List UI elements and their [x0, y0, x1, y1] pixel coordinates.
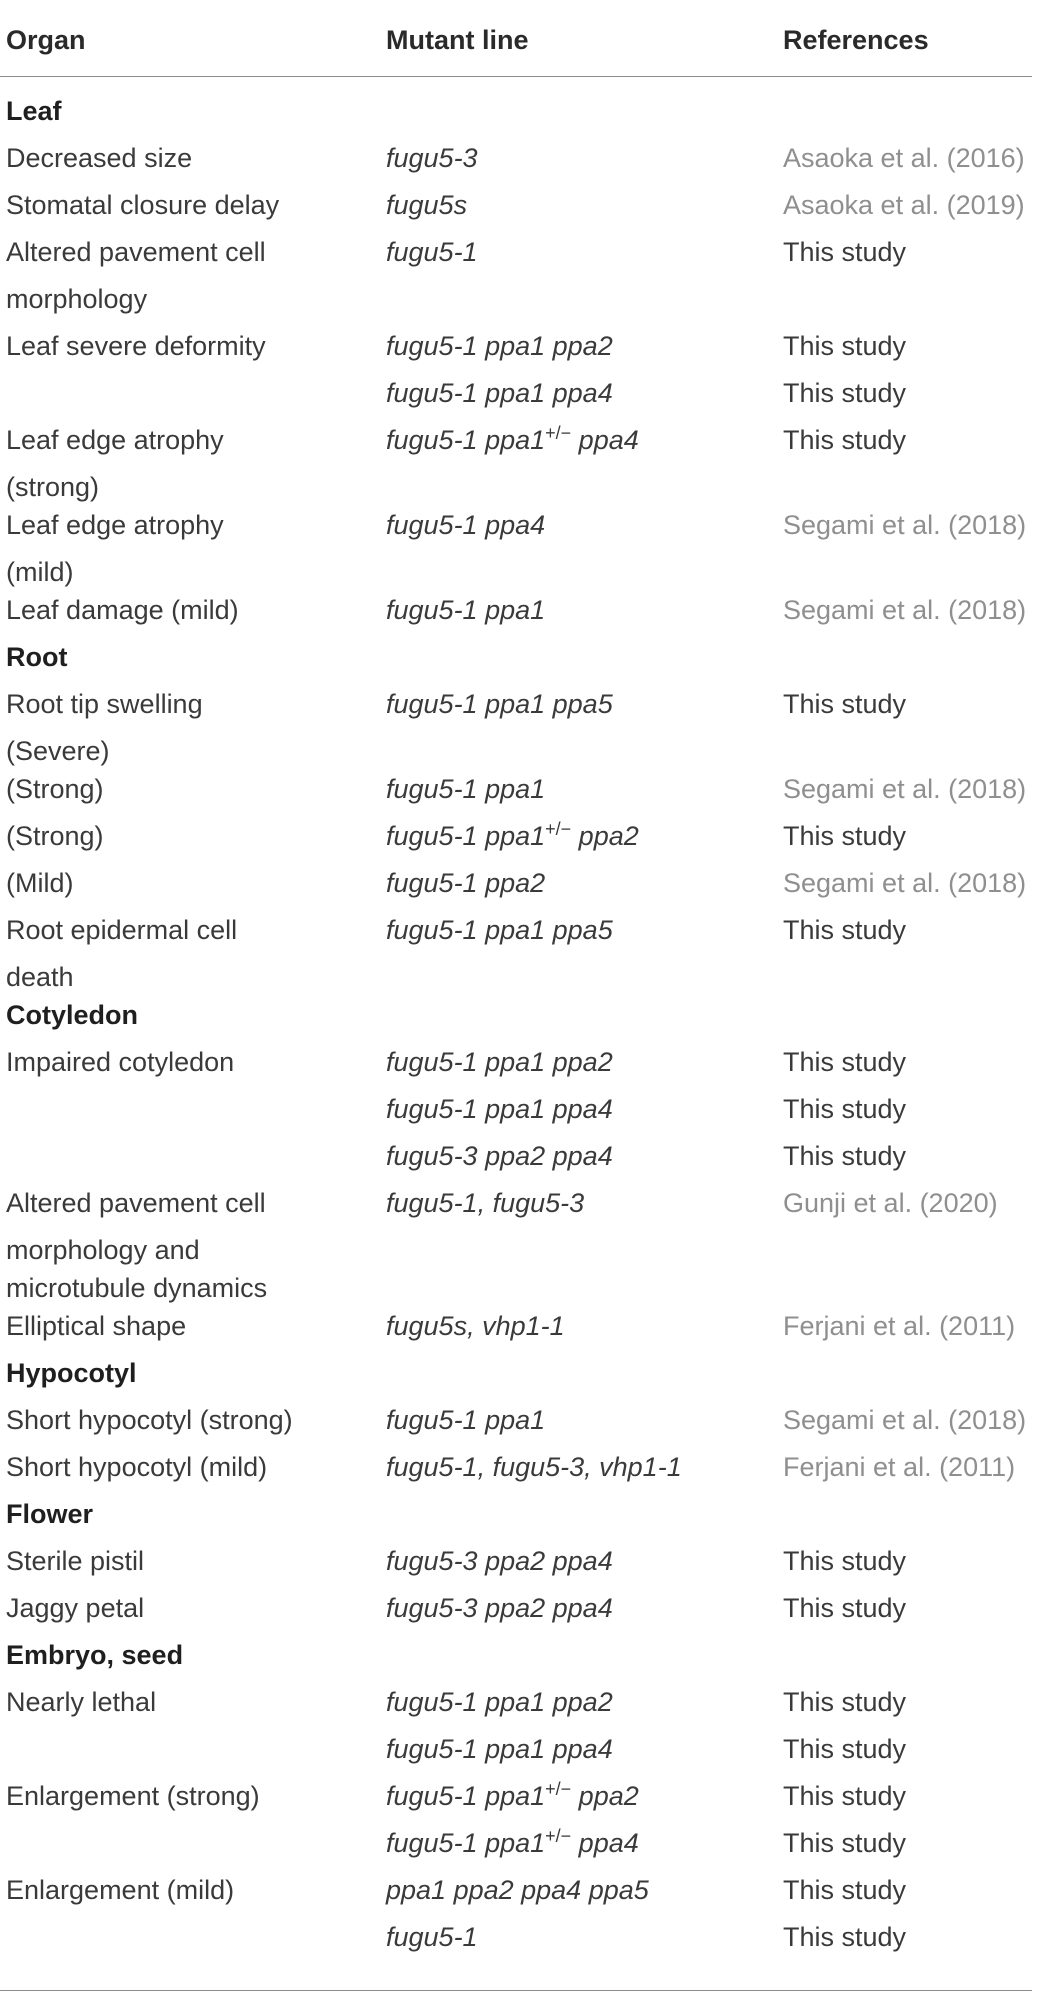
organ-cell: (Mild) — [6, 868, 74, 898]
mutant-line-cell: fugu5-1 ppa1 ppa2 — [386, 1047, 613, 1077]
reference-cell: Asaoka et al. (2019) — [783, 190, 1025, 220]
mutant-line-cell: fugu5-1 ppa4 — [386, 510, 546, 540]
header-top-rule — [0, 76, 1032, 77]
organ-cell: morphology and — [6, 1235, 200, 1265]
mutant-line-cell: fugu5-1 — [386, 1922, 478, 1952]
reference-cell: This study — [783, 1094, 907, 1124]
mutant-line-cell: fugu5-1 ppa1 — [386, 774, 546, 804]
mutant-line-part: fugu5-1 ppa1 — [386, 425, 546, 455]
organ-cell: (Strong) — [6, 821, 104, 851]
reference-cell: This study — [783, 1047, 907, 1077]
mutant-line-cell: fugu5-1 ppa1 — [386, 595, 546, 625]
mutant-line-part: ppa4 — [571, 1828, 639, 1858]
mutant-line-cell: fugu5-1, fugu5-3, vhp1-1 — [386, 1452, 682, 1482]
mutant-line-part: fugu5-1 ppa1 — [386, 821, 546, 851]
section-heading: Flower — [6, 1499, 94, 1529]
reference-cell: This study — [783, 1781, 907, 1811]
reference-cell: Asaoka et al. (2016) — [783, 143, 1025, 173]
organ-cell: Altered pavement cell — [6, 1188, 266, 1218]
mutant-line-part: ppa2 — [571, 821, 639, 851]
mutant-line-cell: fugu5-1, fugu5-3 — [386, 1188, 585, 1218]
organ-cell: Nearly lethal — [6, 1687, 157, 1717]
organ-cell: morphology — [6, 284, 148, 314]
mutant-line-cell — [386, 1823, 639, 1863]
mutant-line-cell: fugu5-1 ppa1 — [386, 1405, 546, 1435]
organ-cell: (Severe) — [6, 736, 110, 766]
organ-cell: Sterile pistil — [6, 1546, 145, 1576]
mutant-line-cell: fugu5-1 ppa2 — [386, 868, 546, 898]
heterozygous-superscript: +/− — [545, 819, 572, 839]
mutant-line-cell: fugu5-3 — [386, 143, 478, 173]
mutant-line-cell: ppa1 ppa2 ppa4 ppa5 — [386, 1875, 649, 1905]
mutant-line-cell: fugu5-1 ppa1 ppa5 — [386, 915, 613, 945]
section-heading: Leaf — [6, 96, 62, 126]
mutant-line-part: ppa2 — [571, 1781, 639, 1811]
reference-cell: Segami et al. (2018) — [783, 595, 1027, 625]
organ-cell: Root tip swelling — [6, 689, 203, 719]
mutant-line-cell — [386, 1776, 639, 1816]
reference-cell: This study — [783, 915, 907, 945]
organ-cell: Short hypocotyl (mild) — [6, 1452, 268, 1482]
organ-cell: Short hypocotyl (strong) — [6, 1405, 293, 1435]
organ-cell: death — [6, 962, 74, 992]
organ-cell: Leaf damage (mild) — [6, 595, 239, 625]
reference-cell: This study — [783, 1687, 907, 1717]
organ-cell: Decreased size — [6, 143, 193, 173]
reference-cell: This study — [783, 425, 907, 455]
reference-cell: Gunji et al. (2020) — [783, 1188, 998, 1218]
section-heading: Hypocotyl — [6, 1358, 137, 1388]
mutant-line-part: ppa4 — [571, 425, 639, 455]
reference-cell: This study — [783, 1922, 907, 1952]
mutant-line-part: fugu5-1 ppa1 — [386, 1828, 546, 1858]
organ-cell: Stomatal closure delay — [6, 190, 280, 220]
organ-cell: Enlargement (strong) — [6, 1781, 260, 1811]
mutant-line-cell: fugu5-1 ppa1 ppa2 — [386, 331, 613, 361]
reference-cell: This study — [783, 1734, 907, 1764]
mutant-line-cell: fugu5-3 ppa2 ppa4 — [386, 1141, 613, 1171]
mutant-line-cell — [386, 816, 639, 856]
heterozygous-superscript: +/− — [545, 1826, 572, 1846]
header-mutant-line: Mutant line — [386, 25, 529, 55]
reference-cell: This study — [783, 821, 907, 851]
organ-cell: Leaf severe deformity — [6, 331, 266, 361]
heterozygous-superscript: +/− — [545, 423, 572, 443]
mutant-line-cell — [386, 420, 639, 460]
mutant-line-part: fugu5-1 ppa1 — [386, 1781, 546, 1811]
reference-cell: Ferjani et al. (2011) — [783, 1311, 1016, 1341]
reference-cell: This study — [783, 378, 907, 408]
organ-cell: (strong) — [6, 472, 100, 502]
organ-cell: (mild) — [6, 557, 74, 587]
mutant-line-cell: fugu5-3 ppa2 ppa4 — [386, 1593, 613, 1623]
organ-cell: Elliptical shape — [6, 1311, 187, 1341]
organ-cell: Impaired cotyledon — [6, 1047, 235, 1077]
reference-cell: Segami et al. (2018) — [783, 868, 1027, 898]
organ-cell: Leaf edge atrophy — [6, 425, 224, 455]
reference-cell: Segami et al. (2018) — [783, 774, 1027, 804]
heterozygous-superscript: +/− — [545, 1779, 572, 1799]
header-references: References — [783, 25, 929, 55]
mutant-line-cell: fugu5s, vhp1-1 — [386, 1311, 565, 1341]
organ-cell: (Strong) — [6, 774, 104, 804]
organ-cell: Enlargement (mild) — [6, 1875, 235, 1905]
reference-cell: This study — [783, 1828, 907, 1858]
reference-cell: This study — [783, 1593, 907, 1623]
reference-cell: This study — [783, 237, 907, 267]
mutant-line-cell: fugu5-1 ppa1 ppa2 — [386, 1687, 613, 1717]
organ-cell: microtubule dynamics — [6, 1273, 268, 1303]
reference-cell: Segami et al. (2018) — [783, 1405, 1027, 1435]
organ-cell: Root epidermal cell — [6, 915, 238, 945]
mutant-line-cell: fugu5-3 ppa2 ppa4 — [386, 1546, 613, 1576]
organ-cell: Leaf edge atrophy — [6, 510, 224, 540]
mutant-line-cell: fugu5s — [386, 190, 468, 220]
section-heading: Cotyledon — [6, 1000, 138, 1030]
reference-cell: This study — [783, 689, 907, 719]
mutant-line-cell: fugu5-1 ppa1 ppa4 — [386, 1734, 613, 1764]
mutant-line-cell: fugu5-1 — [386, 237, 478, 267]
organ-cell: Jaggy petal — [6, 1593, 145, 1623]
header-organ: Organ — [6, 25, 86, 55]
section-heading: Root — [6, 642, 68, 672]
mutant-line-cell: fugu5-1 ppa1 ppa5 — [386, 689, 613, 719]
reference-cell: This study — [783, 331, 907, 361]
mutant-line-cell: fugu5-1 ppa1 ppa4 — [386, 1094, 613, 1124]
reference-cell: This study — [783, 1875, 907, 1905]
organ-cell: Altered pavement cell — [6, 237, 266, 267]
reference-cell: This study — [783, 1141, 907, 1171]
reference-cell: Ferjani et al. (2011) — [783, 1452, 1016, 1482]
mutant-line-cell: fugu5-1 ppa1 ppa4 — [386, 378, 613, 408]
section-heading: Embryo, seed — [6, 1640, 184, 1670]
reference-cell: Segami et al. (2018) — [783, 510, 1027, 540]
reference-cell: This study — [783, 1546, 907, 1576]
table-bottom-rule — [0, 1990, 1032, 1991]
